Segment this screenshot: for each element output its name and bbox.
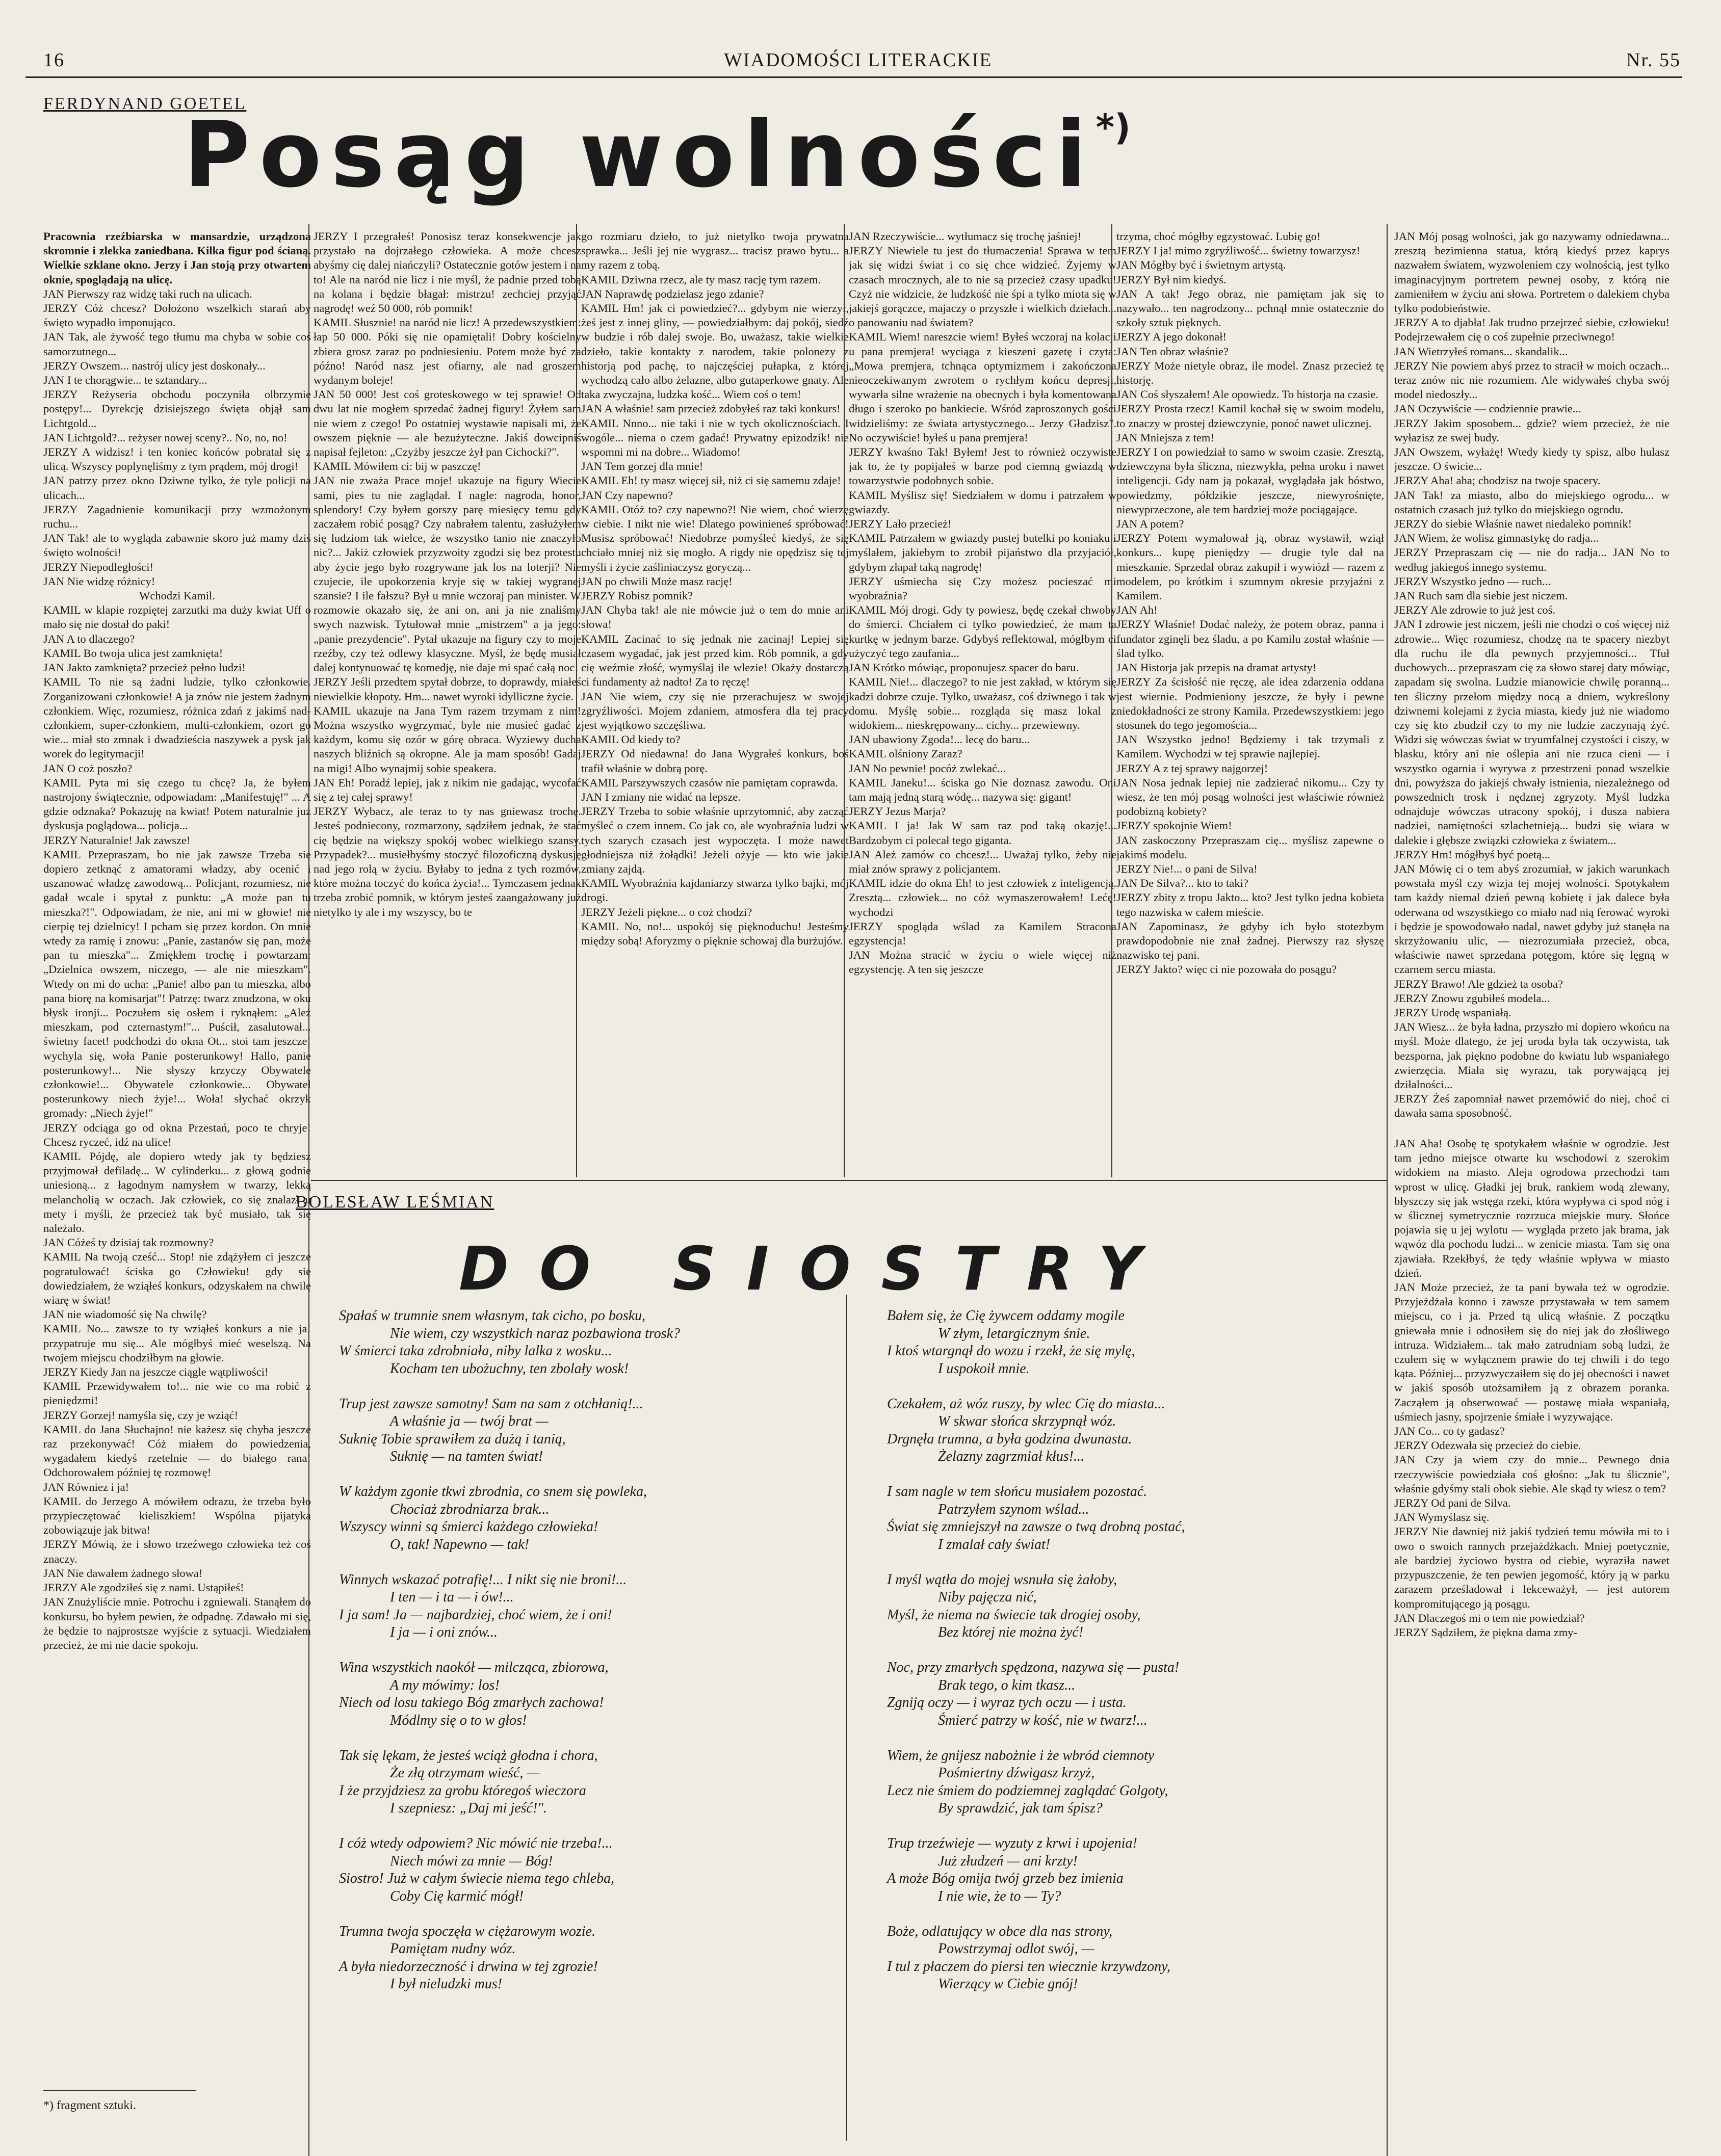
dialogue-line: JERZY Urodę wspaniałą. bbox=[1394, 1006, 1511, 1019]
poem-line: Niech mówi za mnie — Bóg! bbox=[390, 1853, 553, 1869]
dialogue-line: KAMIL Parszywszych czasów nie pamiętam coprawda. bbox=[581, 776, 838, 789]
dialogue-line: JERZY A widzisz! i ten koniec końców pobratał się z ulicą. Wszyscy poplynęliśmy z tym prądem, mój drogi! bbox=[43, 445, 311, 473]
dialogue-line: JERZY Naturalnie! Jak zawsze! bbox=[43, 833, 191, 847]
goetel-column-3 bbox=[581, 229, 849, 1175]
dialogue-line: KAMIL Myślisz się! Siedziałem w domu i patrzałem w gwiazdy. bbox=[849, 488, 1116, 516]
dialogue-line: JAN po chwili Może masz rację! bbox=[581, 574, 733, 588]
stanza-gap bbox=[887, 1729, 1376, 1747]
dialogue-line: JAN Tak! ale to wygląda zabawnie skoro już mamy dziś święto wolności! bbox=[43, 532, 311, 559]
dialogue-line: JAN Nosa jednak lepiej nie zadzierać nikomu... Czy ty wiesz, że ten mój posąg wolności jest właściwie również podobizną kobiety? bbox=[1116, 776, 1384, 818]
dialogue-line: KAMIL I ja! Jak W sam raz pod taką okazję!... Bardzobym ci polecał tego giganta. bbox=[849, 819, 1116, 847]
dialogue-line: JAN Lichtgold?... reżyser nowej sceny?.. No, no, no! bbox=[43, 431, 288, 444]
dialogue-line: JAN Wiesz... że była ładna, przyszło mi dopiero wkońcu na myśl. Może dlatego, że jej uroda była tak oczywista, tak bezsporna, jak piękno podobne do kwiatu lub wspaniałego zwierzęcia. Miała się wyrazu, tak porywającą jej dziłalności... bbox=[1394, 1020, 1670, 1091]
dialogue-line: KAMIL Pyta mi się czego tu chcę? Ja, że byłem nastrojony świątecznie, odpowiadam: „Manifestuję!" ... A gdzie odznaka? Pokazuję na kwiat! Potem naturalnie już dyskusja poglądowa... policja... bbox=[43, 776, 311, 832]
stanza-gap bbox=[887, 1642, 1376, 1660]
dialogue-line: go rozmiaru dzieło, to już nietylko twoja prywatna sprawka... Jeśli jej nie wygrasz... tracisz prawo bytu... a my razem z tobą. bbox=[581, 230, 849, 272]
dialogue-line: KAMIL Słusznie! na naród nie licz! A przedewszystkiem: łap 50 000. Póki się nie opamiętali! Dobry kościelny zbiera grosz zaraz po podniesieniu. Potem może być za późno! Naród nasz jest ofiarny, ale nad groszem wydanym boleje! bbox=[314, 316, 581, 387]
dialogue-line: JAN A to dlaczego? bbox=[43, 632, 135, 645]
dialogue-line: JERZY Cóż chcesz? Dołożono wszelkich starań aby święto wypadło imponująco. bbox=[43, 302, 311, 329]
goetel-column-6 bbox=[1394, 1137, 1670, 2141]
dialogue-line: JERZY Gorzej! namyśla się, czy je wziąć! bbox=[43, 1408, 239, 1422]
dialogue-line: JAN Eh! Poradź lepiej, jak z nikim nie gadając, wycofać się z tej całej sprawy! bbox=[314, 776, 581, 803]
dialogue-line: JERZY Może nietyle obraz, ile model. Znasz przecież tę historję. bbox=[1116, 359, 1384, 387]
poem-line: I sam nagle w tem słońcu musiałem pozostać. bbox=[887, 1484, 1148, 1500]
poem-line: Suknię — na tamten świat! bbox=[390, 1449, 543, 1464]
dialogue-line: JAN Co... co ty gadasz? bbox=[1394, 1425, 1505, 1438]
dialogue-line: JERZY Kiedy Jan na jeszcze ciągle wątpliwości! bbox=[43, 1365, 269, 1379]
dialogue-line: JERZY kwaśno Tak! Byłem! Jest to również oczywiste jak to, że ty popijałeś w barze pod ciemną gwiazdą w towarzystwie podobnych sobie. bbox=[849, 445, 1116, 487]
dialogue-line: JERZY Robisz pomnik? bbox=[581, 589, 693, 602]
stanza-gap bbox=[339, 1466, 839, 1484]
dialogue-line: JAN I zmiany nie widać na lepsze. bbox=[581, 790, 741, 803]
dialogue-line: JERZY A jego dokonał! bbox=[1116, 330, 1227, 344]
lesmian-byline: BOLESŁAW LEŚMIAN bbox=[296, 1193, 494, 1212]
dialogue-line: JERZY Za ścisłość nie ręczę, ale idea zdarzenia oddana jest wiernie. Podmieniony jeszcze, że były i pewne niedokładności ze strony Kamila. Przedewszystkiem: jego stosunek do tego jegomościa... bbox=[1116, 675, 1384, 731]
dialogue-line: JAN Ah! bbox=[1116, 603, 1158, 617]
poem-line: Świat się zmniejszył na zawsze o twą drobną postać, bbox=[887, 1519, 1185, 1535]
dialogue-line: JAN Mniejsza z tem! bbox=[1116, 431, 1214, 444]
footnote-rule bbox=[43, 2090, 196, 2091]
poem-line: O, tak! Napewno — tak! bbox=[390, 1536, 529, 1553]
dialogue-line: JAN Naprawdę podzielasz jego zdanie? bbox=[581, 287, 764, 300]
goetel-byline: FERDYNAND GOETEL bbox=[43, 94, 247, 113]
page-number: 16 bbox=[43, 49, 65, 71]
stanza-gap bbox=[339, 1905, 839, 1923]
dialogue-line: JAN Wymyślasz się. bbox=[1394, 1511, 1490, 1524]
dialogue-line: JERZY Odezwała się przecież do ciebie. bbox=[1394, 1439, 1581, 1452]
dialogue-line: JAN Tak! za miasto, albo do miejskiego ogrodu... w ostatnich czasach już tylko do miejskiego ogrodu. bbox=[1394, 488, 1670, 516]
poem-line: Lecz nie śmiem do podziemnej zaglądać Golgoty, bbox=[887, 1782, 1168, 1799]
dialogue-line: JAN ubawiony Zgoda!... lecę do baru... bbox=[849, 733, 1030, 746]
poem-line: Módlmy się o to w głos! bbox=[390, 1712, 527, 1728]
column-rule bbox=[1111, 224, 1112, 1177]
dialogue-line: JERZY Owszem... nastrój ulicy jest doskonały... bbox=[43, 359, 266, 372]
dialogue-line: JAN Może przecież, że ta pani bywała też w ogrodzie. Przyjeżdżała konno i zawsze przystawała w tem samem miejscu, co i ja. Przed tą ulicą właśnie. Z początku gniewała mnie i odnosiłem się do niej jak do złośliwego intruza. Widziałem... tak mało zatrudniam sobą ludzi, że czułem się w wyłącznem prawie do tej chwili i do tego kąta. Później... przyzwyczaiłem się do jej obecności i nawet w jakiś sposób utożsamiłem ją z obrazem poranka. Zacząłem ją obserwować — postawę miała wspaniałą, uśmiech jasny, spojrzenie śmiałe i wyzywające. bbox=[1394, 1281, 1670, 1423]
dialogue-line: KAMIL Mój drogi. Gdy ty powiesz, będę czekał chwoby do śmierci. Chciałem ci tylko powiedzieć, że mam ta kurtkę w jednym barze. Gdybyś reflektował, mógłbym ci użyczyć tego zaufania... bbox=[849, 603, 1116, 660]
poem-line: Tak się lękam, że jesteś wciąż głodna i chora, bbox=[339, 1747, 598, 1764]
stanza-gap bbox=[339, 1818, 839, 1835]
dialogue-line: JERZY Był nim kiedyś. bbox=[1116, 273, 1227, 286]
dialogue-line: JERZY Potem wymalował ją, obraz wystawił, wziął konkurs... kupę pieniędzy — drugie tyle dał na mieszkanie. Sprzedał obraz zakupił i wywiózł — razem z modelem, po krótkim i szumnym okresie przyjaźni z Kamilem. bbox=[1116, 532, 1384, 602]
stanza-gap bbox=[339, 1642, 839, 1660]
poem-line: I uspokoił mnie. bbox=[938, 1360, 1030, 1377]
dialogue-line: JAN A właśnie! sam przecież zdobyłeś raz taki konkurs! bbox=[581, 402, 841, 415]
column-rule bbox=[576, 224, 577, 1177]
dialogue-line: JAN Zapominasz, że gdyby ich było stotezbym prawdopodobnie nie znał żadnej. Pierwszy raz słyszę nazwisko tej pani. bbox=[1116, 919, 1384, 962]
dialogue-line: JERZY Nie dawniej niż jakiś tydzień temu mówiła mi to i owo o swoich rannych przejażdżkach. Mniej poetycznie, ale bardziej życiowo bystra od ciebie, wyraziła nawet przypuszczenie, że ten pewien jegomość, który ją w parku zarazem prześladował i lekceważył, — jest autorem kompromitującego ją posągu. bbox=[1394, 1525, 1670, 1610]
poem-line: W skwar słońca skrzypnął wóz. bbox=[938, 1413, 1116, 1429]
dialogue-line: JERZY zbity z tropu Jakto... kto? Jest tylko jedna kobieta tego nazwiska w całem mieście. bbox=[1116, 891, 1384, 918]
dialogue-line: JAN De Silva?... kto to taki? bbox=[1116, 877, 1248, 890]
dialogue-line: JERZY A z tej sprawy najgorzej! bbox=[1116, 761, 1268, 775]
dialogue-line: KAMIL Janeku!... ściska go Nie doznasz zawodu. Oni tam mają jedną starą wódę... nazywa się: gigant! bbox=[849, 776, 1116, 803]
dialogue-line: JAN Czy ja wiem czy do mnie... Pewnego dnia rzeczywiście powiedziała coś głośno: „Jak tu ślicznie", właśnie gdyśmy stali obok siebie. Ale skąd ty wiesz o tem? bbox=[1394, 1453, 1670, 1495]
poem-line: Boże, odlatujący w obce dla nas strony, bbox=[887, 1923, 1113, 1939]
dialogue-line: JAN Można stracić w życiu o wiele więcej niż egzystencję. A ten się jeszcze bbox=[849, 949, 1116, 976]
dialogue-line: JERZY Reżyseria obchodu poczyniła olbrzymie postępy!... Dyrekcję dzisiejszego święta objął sam Lichtgold... bbox=[43, 388, 311, 430]
poem-line: A była niedorzeczność i drwina w tej zgrozie! bbox=[339, 1958, 598, 1975]
dialogue-line: JAN patrzy przez okno Dziwne tylko, że tyle policji na ulicach... bbox=[43, 474, 311, 502]
dialogue-line: JAN Znużyliście mnie. Potrochu i zgniewali. Stanąłem do konkursu, bo byłem pewien, że odpadnę. Zdawało mi się, że będzie to najprostsze wyjście z sytuacji. Wiedziałem przecież, że mi nie dacie spokoju. bbox=[43, 1595, 311, 1651]
poem-line: By sprawdzić, jak tam śpisz? bbox=[938, 1800, 1103, 1816]
dialogue-line: JAN nie wiadomość się Na chwilę? bbox=[43, 1308, 207, 1321]
poem-line: A my mówimy: los! bbox=[390, 1677, 500, 1693]
poem-line: Siostro! Już w całym świecie niema tego chleba, bbox=[339, 1871, 615, 1886]
goetel-column-1 bbox=[43, 229, 311, 2080]
poem-line: W złym, letargicznym śnie. bbox=[938, 1325, 1090, 1342]
poem-line: I nie wie, że to — Ty? bbox=[938, 1888, 1061, 1904]
dialogue-line: JERZY I ja! mimo zgryźliwość... świetny towarzysz! bbox=[1116, 244, 1361, 257]
stanza-gap bbox=[887, 1905, 1376, 1923]
dialogue-line: JERZY Ale zdrowie to już jest coś. bbox=[1394, 603, 1555, 617]
poem-line: Suknię Tobie sprawiłem za dużą i tanią, bbox=[339, 1431, 566, 1447]
poem-line: Trup jest zawsze samotny! Sam na sam z otchłanią!... bbox=[339, 1396, 643, 1412]
dialogue-line: JAN Ależ zamów co chcesz!... Uważaj tylko, żeby nie miał znów sprawy z policjantem. bbox=[849, 848, 1116, 875]
poem-line: I ktoś wtargnął do wozu i rzekł, że się mylę, bbox=[887, 1343, 1135, 1359]
goetel-column-2 bbox=[314, 229, 581, 1175]
dialogue-line: JAN Równiez i ja! bbox=[43, 1480, 129, 1493]
dialogue-line: JAN Wiem, że wolisz gimnastykę do radja... bbox=[1394, 532, 1599, 545]
stanza-gap bbox=[887, 1554, 1376, 1571]
poem-line: Drgnęła trumna, a była godzina dwunasta. bbox=[887, 1431, 1132, 1447]
dialogue-line: JERZY Właśnie! Dodać należy, że potem obraz, panna i fundator zginęli bez śladu, a po Kamilu został właśnie — ślad tylko. bbox=[1116, 618, 1384, 660]
dialogue-line: JERZY Przepraszam cię — nie do radja... JAN No to według jakiegoś innego systemu. bbox=[1394, 546, 1670, 573]
dialogue-line: JERZY Sądziłem, że piękna dama zmy- bbox=[1394, 1625, 1578, 1639]
poem-line: Wierzący w Ciebie gnój! bbox=[938, 1976, 1078, 1992]
poem-line: I zmalał cały świat! bbox=[938, 1536, 1051, 1553]
dialogue-line: JAN Tem gorzej dla mnie! bbox=[581, 460, 703, 473]
dialogue-line: JAN Mówię ci o tem abyś zrozumiał, w jakich warunkach powstała myśl czy wizja tej mojej wolności. Spotykałem tam każdy niemal dzień pewną kobietę i jak dalece była oderwana od wszystkiego co miało nad nią ferować wyroki i będzie je spowodowało nadal, nawet gdyby już stanęła na skrzyżowaniu ulic, — niezrozumiała przecież, obca, właściwie nawet sprzedana potęgom, które się lęgną w czarnem sercu miasta. bbox=[1394, 862, 1670, 976]
dialogue-line: JAN Chyba tak! ale nie mówcie już o tem do mnie ani słowa! bbox=[581, 603, 849, 631]
dialogue-line: JAN Mój posąg wolności, jak go nazywamy odniedawna... zresztą bezimienna statua, którą kiedyś przez kaprys nazwałem światem, wyzwoleniem czy wolnością, jest tylko imaginacyjnym portretem pewnej osoby, z którą nie zamieniłem w życiu ani słowa. Portretem o dalekiem chyba tylko podobieństwie. bbox=[1394, 230, 1670, 315]
dialogue-line: JERZY Aha! aha; chodzisz na twoje spacery. bbox=[1394, 474, 1601, 487]
dialogue-line: JERZY odciąga go od okna Przestań, poco te chryje! Chcesz ryczeć, idź na ulice! bbox=[43, 1121, 311, 1148]
poem-line: Zgniją oczy — i wyraz tych oczu — i usta. bbox=[887, 1695, 1127, 1711]
dialogue-line: KAMIL Przepraszam, bo nie jak zawsze Trzeba się dopiero zetknąć z amatorami władzy, aby ocenić i uszanować władzę zawodową... Policjant, rozumiesz, nie gadał wcale i spytał z punktu: „A może pan tu mieszka?!". Odpowiadam, że nie, ani mi w głowie! nie cierpię tej dzielnicy! I pcham się przez kordon. On mnie wtedy za ramię i znowu: „Panie, zastanów się pan, może pan tu mieszka"... Zmiękłem trochę i powtarzam: „Dzielnica owszem, niczego, — ale nie mieszkam". Wtedy on mi do ucha: „Panie! albo pan tu mieszka, albo pana biorę na komisarjat"! Patrzę: twarz znudzona, w oku błysk ironji... Poczułem się osłem i ryknąłem: „Ależ mieszkam, pod czternastym!"... Puścił, zasalutował... świetny facet! podchodzi do okna Ot... stoi tam jeszcze! wychyla się, woła Panie posterunkowy! Hallo, panie posterunkowy!... Nie słyszy krzyczy Obywatele członkowie!... Obywatele członkowie... Obywatel posterunkowy niech żyje!... Woła! słychać okrzyk gromady: „Niech żyje!" bbox=[43, 848, 311, 1120]
poem-line: I myśl wątła do mojej wsnuła się żałoby, bbox=[887, 1571, 1117, 1588]
dialogue-line: KAMIL Mówiłem ci: bij w paszczę! bbox=[314, 460, 481, 473]
dialogue-line: KAMIL Eh! ty masz więcej sił, niż ci się samemu zdaje! bbox=[581, 474, 841, 487]
poem-line: W każdym zgonie tkwi zbrodnia, co snem się powleka, bbox=[339, 1484, 647, 1500]
title-footnote-mark: *) bbox=[1096, 107, 1131, 148]
dialogue-line: JERZY Jezus Marja? bbox=[849, 805, 946, 818]
poem-line: Wina wszystkich naokół — milcząca, zbiorowa, bbox=[339, 1660, 609, 1675]
dialogue-line: JERZY Nie powiem abyś przez to stracił w moich oczach... teraz znów nic nie rozumiem. Ale widywałeś chyba swój model niedoszły... bbox=[1394, 359, 1670, 401]
dialogue-line: JAN zaskoczony Przepraszam cię... myślisz zapewne o jakimś modelu. bbox=[1116, 833, 1384, 861]
dialogue-line: KAMIL Wiem! nareszcie wiem! Byłeś wczoraj na kolacji u pana premjera! wyciąga z kieszeni gazetę i czyta: „Mowa premjera, tchnąca optymizmem i zakończona nieoczekiwanym zwrotem o rychłym końcu depresji, wywarła silne wrażenie na obecnych i była komentowana długo i szeroko po bankiecie. Wśród zaproszonych gości widzieliśmy: ze świata artystycznego... Jerzy Gładzisz". No oczywiście! byłeś u pana premjera! bbox=[849, 330, 1116, 444]
poem-line: I że przyjdziesz za grobu któregoś wieczora bbox=[339, 1782, 586, 1799]
stanza-gap bbox=[887, 1993, 1376, 2011]
dialogue-line: JAN Coś słyszałem! Ale opowiedz. To historja na czasie. bbox=[1116, 388, 1379, 401]
poem-line: A może Bóg omija twój grzeb bez imienia bbox=[887, 1871, 1124, 1886]
dialogue-line: JAN Mógłby być i świetnym artystą. bbox=[1116, 258, 1286, 272]
dialogue-line: KAMIL Dziwna rzecz, ale ty masz rację tym razem. bbox=[581, 273, 821, 286]
dialogue-line: JERZY Od pani de Silva. bbox=[1394, 1496, 1511, 1510]
stanza-gap bbox=[887, 1818, 1376, 1835]
dialogue-line: JAN Wszystko jedno! Będziemy i tak trzymali z Kamilem. Wychodzi w tej sprawie najlepiej. bbox=[1116, 733, 1384, 760]
dialogue-line: JERZY Wszystko jedno — ruch... bbox=[1394, 574, 1551, 588]
dialogue-line: Wchodzi Kamil. bbox=[139, 589, 215, 602]
goetel-column-5 bbox=[1116, 229, 1384, 1175]
poem-line: Kocham ten ubożuchny, ten zbolały wosk! bbox=[390, 1360, 629, 1377]
dialogue-line: JAN Wietrzyłeś romans... skandalik... bbox=[1394, 345, 1568, 358]
poem-line: Bałem się, że Cię żywcem oddamy mogile bbox=[887, 1308, 1125, 1324]
dialogue-line: KAMIL Hm! jak ci powiedzieć?... gdybym nie wierzył, żeś jest z innej gliny, — powiedziałbym: daj pokój, siedź w budzie i rób dalej swoje. Bo, uważasz, takie wielkie dzieło, takie kontakty z narodem, takie polonezy z historją pod pachę, to najczęściej pułapka, z której wychodzą cało albo żelazne, albo gutaperkowe gnaty. Ale taka zwyczajna, ludzka kość... Wiem coś o tem! bbox=[581, 302, 849, 401]
dialogue-line: KAMIL Otóż to? czy napewno?! Nie wiem, choć wierzę w ciebie. I nikt nie wie! Dlatego powinieneś spróbować! Musisz spróbować! Niedobrze pomyśleć kiedyś, że się chciało mniej niż się mogło. A rigdy nie opędzisz się tej myśli i życie zaśliniaczysz goryczą... bbox=[581, 503, 849, 573]
dialogue-line: JERZY I przegrałeś! Ponosisz teraz konsekwencje jak przystało na dojrzałego człowieka. A może chcesz abyśmy cię dalej niańczyli? Ostatecznie gotów jestem i na to! Ale na naród nie licz i nie myśl, że padnie przed tobą na kolana i będzie błagał: mistrzu! zechciej przyjąć nagrodę! weź 50 000, rób pomnik! bbox=[314, 230, 581, 315]
dialogue-line: JAN 50 000! Jest coś groteskowego w tej sprawie! Od dwu lat nie mogłem sprzedać żadnej figury! Żyłem sam nie wiem z czego! Po ostatniej wystawie napisali mi, że owszem pięknie — ale bezużyteczne. Jakiś dowcipniś napisał fejleton: „Czyżby jeszcze żył pan Cichocki?". bbox=[314, 388, 581, 459]
dialogue-line: KAMIL Od kiedy to? bbox=[581, 733, 681, 746]
dialogue-line: KAMIL To nie są żadni ludzie, tylko członkowie. Zorganizowani członkowie! A ja znów nie jestem żadnym członkiem. Więc, rozumiesz, różnica zdań z jakimś nad-członkiem, super-członkiem, multi-członkiem, ozort go wie... miał sto zmnak i dwadzieścia naszywek a pysk jak worek do legitymacji! bbox=[43, 675, 311, 760]
dialogue-line: JAN Krótko mówiąc, proponujesz spacer do baru. bbox=[849, 661, 1079, 674]
goetel-title: Posąg wolności*) bbox=[184, 102, 1131, 207]
dialogue-line: JAN Dlaczegoś mi o tem nie powiedział? bbox=[1394, 1611, 1585, 1624]
dialogue-line: JAN Ten obraz właśnie? bbox=[1116, 345, 1229, 358]
stanza-gap bbox=[339, 1378, 839, 1396]
dialogue-line: JAN No pewnie! pocóż zwlekać... bbox=[849, 761, 1006, 775]
poem-line: Trumna twoja spoczęła w ciężarowym wozie. bbox=[339, 1923, 595, 1939]
poem-left-column bbox=[339, 1307, 839, 2011]
dialogue-line: JAN Czy napewno? bbox=[581, 488, 673, 502]
stanza-gap bbox=[339, 1993, 839, 2011]
dialogue-line: JAN O coż poszło? bbox=[43, 761, 133, 775]
poem-right-column bbox=[887, 1307, 1376, 2011]
poem-line: Że złą otrzymam wieść, — bbox=[390, 1765, 540, 1781]
issue-number: Nr. 55 bbox=[1626, 49, 1681, 71]
dialogue-line: JERZY Znowu zgubiłeś modela... bbox=[1394, 991, 1550, 1005]
poem-line: Żelazny zagrzmiał kłus!... bbox=[938, 1449, 1084, 1464]
dialogue-line: KAMIL ukazuje na Jana Tym razem trzymam z nim! Można wszystko wygrzymać, byle nie musieć gadać z każdym, komu się ozór w górę obraca. Wyziewy ducha naszych bliźnich są okropne. Ale ja mam sposób! Gadaj na migi! Albo wynajmij sobie speakera. bbox=[314, 704, 581, 775]
dialogue-line: KAMIL Patrzałem w gwiazdy pustej butelki po koniaku i myślałem, jakiebym to zrobił pijaństwo dla przyjaciół, gdybym złapał taką nagrodę! bbox=[849, 532, 1116, 573]
dialogue-line: Pracownia rzeźbiarska w mansardzie, urządzona skromnie i zlekka zaniedbana. Kilka figur pod ścianą. Wielkie szklane okno. Jerzy i Jan stoją przy otwartem oknie, spoglądają na ulicę. bbox=[43, 230, 311, 286]
stanza-gap bbox=[887, 1378, 1376, 1396]
poem-line: Bez której nie można żyć! bbox=[938, 1624, 1084, 1640]
poem-line: Brak tego, o kim tkasz... bbox=[938, 1677, 1076, 1693]
dialogue-line: JAN Oczywiście — codziennie prawie... bbox=[1394, 402, 1581, 415]
dialogue-line: JERZY do siebie Właśnie nawet niedaleko pomnik! bbox=[1394, 517, 1632, 531]
poem-line: Winnych wskazać potrafię!... I nikt się nie broni!... bbox=[339, 1571, 627, 1588]
poem-line: Coby Cię karmić mógł! bbox=[390, 1888, 524, 1904]
dialogue-line: trzyma, choć mógłby egzystować. Lubię go! bbox=[1116, 230, 1321, 243]
dialogue-line: JAN Nie dawałem żadnego słowa! bbox=[43, 1566, 203, 1580]
dialogue-line: KAMIL olśniony Zaraz? bbox=[849, 747, 962, 760]
poem-line: I tul z płaczem do piersi ten wiecznie krzywdzony, bbox=[887, 1958, 1171, 1975]
dialogue-line: JAN Aha! Osobę tę spotykałem właśnie w ogrodzie. Jest tam jedno miejsce otwarte ku wschodowi z szerokim widokiem na miasto. Aleja ogrodowa przechodzi tam wprost w ulicę. Gładki jej bruk, rankiem wodą zlewany, błyszczy się jak wstęga rzeki, która wypływa ci spod nóg i w ślicznej symetrycznie rozrzuca miejskie mury. Słońce pojawia się u jej wylotu — wygląda przeto jak brama, jak wąwóz dla pochodu ludzi... w zenicie miasta. Tam się ona zjawiała. Rzekłbyś, że tędy właśnie wpływa w miasto dzień. bbox=[1394, 1137, 1670, 1279]
dialogue-line: JERZY Mówią, że i słowo trzeźwego człowieka też coś znaczy. bbox=[43, 1538, 311, 1565]
poem-divider bbox=[846, 1295, 847, 2141]
header-rule bbox=[25, 76, 1682, 78]
poem-line: Myśl, że niema na świecie tak drogiej osoby, bbox=[887, 1607, 1141, 1623]
poem-line: Chociaż zbrodniarza brak... bbox=[390, 1501, 550, 1517]
poem-line: Nie wiem, czy wszystkich naraz pozbawiona trosk? bbox=[390, 1325, 681, 1342]
dialogue-line: JAN Cóżeś ty dzisiaj tak rozmowny? bbox=[43, 1236, 214, 1249]
dialogue-line: JAN Tak, ale żywość tego tłumu ma chyba w sobie coś samorzutnego... bbox=[43, 330, 311, 358]
poem-line: I ja — i oni znów... bbox=[390, 1624, 498, 1640]
footnote: *) fragment sztuki. bbox=[43, 2099, 136, 2112]
journal-title: WIADOMOŚCI LITERACKIE bbox=[724, 49, 993, 71]
poem-line: Niech od losu takiego Bóg zmarłych zachowa! bbox=[339, 1695, 604, 1711]
poem-line: I szepniesz: „Daj mi jeść!". bbox=[390, 1800, 547, 1816]
column-rule bbox=[844, 224, 845, 1177]
section-rule bbox=[311, 1180, 1387, 1181]
dialogue-line: JERZY Jeśli przedtem spytał dobrze, to doprawdy, miałeś niewielkie kłopoty. Hm... nawet wyroki idylliczne życie. bbox=[314, 675, 581, 703]
poem-line: Noc, przy zmarłych spędzona, nazywa się — pusta! bbox=[887, 1660, 1180, 1675]
dialogue-line: JAN Pierwszy raz widzę taki ruch na ulicach. bbox=[43, 287, 252, 300]
dialogue-line: JAN I zdrowie jest niczem, jeśli nie chodzi o coś więcej niż zdrowie... Więc rozumiesz, chodzę na te spacery niezbyt dla ruchu ile dla pewnych przyjemności... Tfuł duchowych... przepraszam cię za słowo starej daty mówiąc, zapadam się swolna. Ludzie mianowicie chwilę poranną... ten śliczny przełom między nocą a dniem, wykreślony dziwnemi kolejami z życia miasta, kiedy już nie wiadomo czy się kto zbudził czy to my nie ludzie zaczynają żyć. Widzi się wówczas świat w tryumfalnej czystości i ciszy, w blasku, który ani nie oślepia ani nie rzuca cieni — i wszystko ogarnia i wyrywa z przestrzeni ponad wszelkie dni, powyższa do jakiejś chwały istnienia, niezależnego od powszednich trosk i nędznej zgryzoty. Myśl ludzka odnajduje wówczas utracony spokój, i dusza nabiera nadziei, namiętności szlachetnieją... budzi się wiara w dalekie i głębsze związki człowieka z światem... bbox=[1394, 618, 1670, 847]
poem-line: Wiem, że gnijesz nabożnie i że wbród ciemnoty bbox=[887, 1747, 1155, 1764]
dialogue-line: JERZY Nie!... o pani de Silva! bbox=[1116, 862, 1258, 875]
stanza-gap bbox=[339, 1729, 839, 1747]
dialogue-line: JERZY A to djabła! Jak trudno przejrzeć siebie, człowieku! Podejrzewałem cię o coś zupełnie przeciwnego! bbox=[1394, 316, 1670, 344]
stanza-gap bbox=[339, 1554, 839, 1571]
dialogue-line: JERZY Wybacz, ale teraz to ty nas gniewasz trochę. Jesteś podniecony, rozmarzony, sądziłem jednak, że stać cię będzie na większy spokój wobec wielkiego szansy. Przypadek?... musiełbyśmy stoczyć filozoficzną dyskusję nad jego rolą w życiu. Byłaby to jedna z tych rozmów, które można toczyć do końca życia!... Tymczasem jednak trzeba zrobić pomnik, w którym jesteś zaangażowany już nietylko ty ale i my wszyscy, bo te bbox=[314, 805, 581, 918]
poem-line: Powstrzymaj odlot swój, — bbox=[938, 1941, 1094, 1957]
dialogue-line: KAMIL do Jana Słuchajno! nie każesz się chyba jeszcze raz przekonywać! Cóż miałem do powiedzenia, wygadałem kiedyś rzetelnie — do białego rana! Odchorowałem później tę rozmowę! bbox=[43, 1423, 311, 1479]
poem-line: Śmierć patrzy w kość, nie w twarz!... bbox=[938, 1712, 1148, 1728]
goetel-column-6-top bbox=[1394, 229, 1670, 1132]
dialogue-line: KAMIL Bo twoja ulica jest zamknięta! bbox=[43, 646, 223, 660]
dialogue-line: KAMIL Na twoją cześć... Stop! nie zdążyłem ci jeszcze pogratulować! ściska go Człowieku! gdy się dowiedziałem, że wziąłeś konkurs, odzyskałem na chwilę wiarę w świat! bbox=[43, 1250, 311, 1307]
poem-line: A właśnie ja — twój brat — bbox=[390, 1413, 549, 1429]
column-rule bbox=[308, 224, 309, 2156]
poem-line: Wszyscy winni są śmierci każdego człowieka! bbox=[339, 1519, 598, 1535]
dialogue-line: JAN Owszem, wyłażę! Wtedy kiedy ty spisz, albo hulasz jeszcze. O świcie... bbox=[1394, 445, 1670, 473]
dialogue-line: JERZY Jakto? więc ci nie pozowała do posągu? bbox=[1116, 963, 1337, 976]
dialogue-line: JAN Nie widzę różnicy! bbox=[43, 574, 155, 588]
dialogue-line: JERZY Jakim sposobem... gdzie? wiem przecież, że nie wyłazisz ze swej budy. bbox=[1394, 416, 1670, 444]
dialogue-line: KAMIL do Jerzego A mówiłem odrazu, że trzeba było przypieczętować kieliszkiem! Wspólna pijatyka zobowiązuje jak bitwa! bbox=[43, 1494, 311, 1537]
dialogue-line: JAN Ruch sam dla siebie jest niczem. bbox=[1394, 589, 1568, 602]
dialogue-line: JAN A tak! Jego obraz, nie pamiętam jak się to nazywało... ten nagrodzony... pchnął mnie ostatecznie do szkoły sztuk pięknych. bbox=[1116, 287, 1384, 329]
dialogue-line: KAMIL Nnno... nie taki i nie w tych okolicznościach. I wogóle... niema o czem gadać! Prywatny epizodzik! nie wspomni mi na dobre... Wiadomo! bbox=[581, 416, 849, 459]
dialogue-line: JERZY Niewiele tu jest do tłumaczenia! Sprawa w tem jak się widzi świat i co się chce widzieć. Żyjemy w czasach mrocznych, ale to nie są przecież czasy upadku! Czyż nie widzicie, że ludzkość nie śpi a tylko miota się w jakiejś gorączce, majaczy o przyszłe i wielkich dziełach... o panowaniu nad światem? bbox=[849, 244, 1116, 329]
poem-line: W śmierci taka zdrobniała, niby lalka z wosku... bbox=[339, 1343, 612, 1359]
dialogue-line: KAMIL Wyobraźnia kajdaniarzy stwarza tylko bajki, mój drogi. bbox=[581, 877, 849, 904]
dialogue-line: JERZY Zagadnienie komunikacji przy wzmożonym ruchu... bbox=[43, 503, 311, 531]
dialogue-line: JAN I te chorągwie... te sztandary... bbox=[43, 374, 207, 387]
dialogue-line: JAN Nie wiem, czy się nie przerachujesz w swojej zgryźliwości. Mojem zdaniem, atmosfera dla tej pracy jest wyjątkowo szczęśliwa. bbox=[581, 690, 849, 731]
column-rule bbox=[1387, 224, 1388, 2156]
dialogue-line: JAN A potem? bbox=[1116, 517, 1184, 531]
dialogue-line: JAN Jakto zamknięta? przecież pełno ludzi! bbox=[43, 661, 246, 674]
dialogue-line: JERZY Hm! mógłbyś być poetą... bbox=[1394, 848, 1551, 861]
dialogue-line: KAMIL Nie!... dlaczego? to nie jest zakład, w którym się kadzi dobrze czuje. Tylko, uważasz, coś dziwnego i tak w domu. Myślę sobie... rozgląda się masz lokal z widokiem... nieskrępowany... cichy... przewiewny. bbox=[849, 675, 1116, 731]
dialogue-line: KAMIL Pójdę, ale dopiero wtedy jak ty będziesz przyjmował defiladę... W cylinderku... z głową godnie uniesioną... z łagodnym namysłem w twarzy, lekką melancholią w oczach. Jak człowiek, co się znalazł u mety i myśli, że przecież tak być musiało, tak się należało. bbox=[43, 1150, 311, 1235]
dialogue-line: JERZY spogląda wślad za Kamilem Stracona egzystencja! bbox=[849, 919, 1116, 947]
dialogue-line: KAMIL idzie do okna Eh! to jest człowiek z inteligencją. Zresztą... człowiek... no cóż wymaszerowałem! Lećę! wychodzi bbox=[849, 877, 1116, 918]
dialogue-line: JAN nie zważa Prace moje! ukazuje na figury Wiecie sami, pies tu nie zaglądał. I nagle: nagroda, honor, splendory! Czy byłem gorszy parę miesięcy temu gdy zaczałem robić posąg? Czy nabrałem talentu, zasłużyłem się ludziom tak wielce, że wszystko tanio nie znaczyło nic?... Jakiż człowiek przyzwoity zgodzi się bez protestu aby życie jego było rozgrywane jak los na loterji? Nie czujecie, ile upokorzenia kryje się w takiej wygranej szansie? I ile fałszu? Był u mnie wczoraj pan minister. W rozmowie okazało się, że ani on, ani ja nie znaliśmy swych nazwisk. Tytułował mnie „mistrzem" a ja jego: „panie prezydencie". Pytał ukazuje na figury czy to moje rzeźby, czy też odlewy klasyczne. Myśl, że będę musiał dalej kontynuować tę komedję, nie daje mi spać całą noc! bbox=[314, 474, 581, 674]
dialogue-line: JERZY Trzeba to sobie właśnie uprzytomnić, aby zacząć myśleć o czem innem. Co jak co, ale wyobraźnia ludzi w tych szarych czasach jest wypoczęta. I może nawet głodniejsza niż żołądki! Jeżeli ożyje — kto wie jakie zmiany zajdą. bbox=[581, 805, 849, 875]
poem-line: Pamiętam nudny wóz. bbox=[390, 1941, 516, 1957]
stanza-gap bbox=[887, 1466, 1376, 1484]
poem-line: Niby pajęcza nić, bbox=[938, 1589, 1037, 1605]
dialogue-line: JERZY uśmiecha się Czy możesz pocieszać mi wyobraźnia? bbox=[849, 574, 1116, 602]
dialogue-line: KAMIL No... zawsze to ty wziąłeś konkurs a nie ja! przypatruje mu się... Ale mógłbyś mieć weselszą. Na twojem miejscu chodziłbym na głowie. bbox=[43, 1322, 311, 1364]
dialogue-line: JERZY Niepodległości! bbox=[43, 560, 154, 573]
dialogue-line: JERZY Prosta rzecz! Kamil kochał się w swoim modelu, to znaczy w prostej dziewczynie, ponoć nawet ulicznej. bbox=[1116, 402, 1384, 430]
dialogue-line: JERZY spokojnie Wiem! bbox=[1116, 819, 1232, 832]
lesmian-title: DO SIOSTRY bbox=[459, 1233, 1172, 1304]
dialogue-line: JERZY Brawo! Ale gdzież ta osoba? bbox=[1394, 977, 1563, 990]
dialogue-line: JERZY Od niedawna! do Jana Wygrałeś konkurs, boś trafił właśnie w dobrą porę. bbox=[581, 747, 849, 775]
poem-line: I ja sam! Ja — najbardziej, choć wiem, że i oni! bbox=[339, 1607, 612, 1623]
dialogue-line: KAMIL Zacinać to się jednak nie zacinaj! Lepiej się czasem wygadać, jak jest przed kim. Rób pomnik, a gdy cię weźmie złość, wymyślaj ile wlezie! Okaży dostarczą ci fundamenty aż nadto! Za to ręczę! bbox=[581, 632, 849, 689]
dialogue-line: JERZY Jeżeli piękne... o coż chodzi? bbox=[581, 905, 752, 918]
goetel-column-4 bbox=[849, 229, 1116, 1175]
dialogue-line: KAMIL No, no!... uspokój się pięknoduchu! Jesteśmy między sobą! Aforyzmy o pięknie schowaj dla burżujów. bbox=[581, 919, 849, 947]
poem-line: I był nieludzki mus! bbox=[390, 1976, 503, 1992]
dialogue-line: KAMIL w klapie rozpiętej zarzutki ma duży kwiat Uff o mało się nie dostał do paki! bbox=[43, 603, 311, 631]
poem-line: Czekałem, aż wóz ruszy, by wlec Cię do miasta... bbox=[887, 1396, 1165, 1412]
poem-line: Patrzyłem szynom wślad... bbox=[938, 1501, 1089, 1517]
dialogue-line: JAN Rzeczywiście... wytłumacz się trochę jaśniej! bbox=[849, 230, 1082, 243]
poem-line: Spałaś w trumnie snem własnym, tak cicho, po bosku, bbox=[339, 1308, 646, 1324]
poem-line: Już złudzeń — ani krzty! bbox=[938, 1853, 1078, 1869]
poem-line: I cóż wtedy odpowiem? Nic mówić nie trzeba!... bbox=[339, 1835, 613, 1851]
dialogue-line: JAN Historja jak przepis na dramat artysty! bbox=[1116, 661, 1317, 674]
poem-line: I ten — i ta — i ów!... bbox=[390, 1589, 514, 1605]
dialogue-line: KAMIL Przewidywałem to!... nie wie co ma robić z pieniędzmi! bbox=[43, 1380, 311, 1407]
poem-line: Pośmiertny dźwigasz krzyż, bbox=[938, 1765, 1095, 1781]
dialogue-line: JERZY Lało przecież! bbox=[849, 517, 952, 531]
poem-line: Trup trzeźwieje — wyzuty z krwi i upojenia! bbox=[887, 1835, 1137, 1851]
dialogue-line: JERZY Ale zgodziłeś się z nami. Ustąpiłeś! bbox=[43, 1581, 244, 1594]
dialogue-line: JERZY I on powiedział to samo w swoim czasie. Zresztą, dziewczyna była śliczna, niezwykła, pełna uroku i nawet inteligencji. Gdy nam ją pokazał, wyglądała jak bóstwo, powiedzmy, półdzikie jeszcze, niewyrośnięte, niewyprzeczone, ale tem bardziej może pociągające. bbox=[1116, 445, 1384, 516]
dialogue-line: JERZY Żeś zapomniał nawet przemówić do niej, choć ci dawała sama sposobność. bbox=[1394, 1092, 1670, 1120]
